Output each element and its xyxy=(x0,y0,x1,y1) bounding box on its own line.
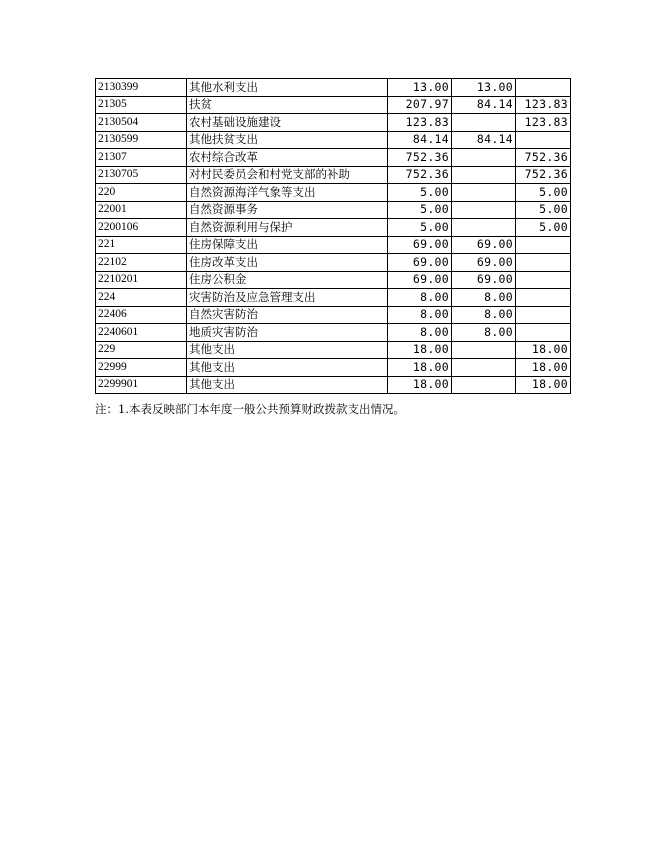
table-row xyxy=(96,271,571,289)
row-basic: 84.14 xyxy=(452,131,516,149)
row-name: 其他水利支出 xyxy=(187,79,388,97)
row-total: 69.00 xyxy=(388,236,452,254)
row-basic: 8.00 xyxy=(452,306,516,324)
row-basic xyxy=(452,359,516,377)
row-code: 2130599 xyxy=(96,131,187,149)
row-code: 22406 xyxy=(96,306,187,324)
row-project: 5.00 xyxy=(516,201,571,219)
row-basic: 13.00 xyxy=(452,79,516,97)
row-code: 224 xyxy=(96,289,187,307)
table-row xyxy=(96,254,571,272)
row-name: 自然资源利用与保护 xyxy=(187,219,388,237)
table-row xyxy=(96,149,571,167)
row-basic: 69.00 xyxy=(452,236,516,254)
row-total: 8.00 xyxy=(388,324,452,342)
row-project: 18.00 xyxy=(516,341,571,359)
row-basic xyxy=(452,376,516,394)
row-total: 8.00 xyxy=(388,306,452,324)
expenditure-table xyxy=(95,78,571,394)
row-project: 5.00 xyxy=(516,219,571,237)
row-project: 752.36 xyxy=(516,149,571,167)
row-code: 2299901 xyxy=(96,376,187,394)
row-code: 22001 xyxy=(96,201,187,219)
row-total: 18.00 xyxy=(388,376,452,394)
row-project: 123.83 xyxy=(516,96,571,114)
row-code: 221 xyxy=(96,236,187,254)
table-footnote: 注：1.本表反映部门本年度一般公共预算财政拨款支出情况。 xyxy=(95,402,405,416)
table-row xyxy=(96,79,571,97)
row-project xyxy=(516,131,571,149)
row-name: 自然灾害防治 xyxy=(187,306,388,324)
row-project: 123.83 xyxy=(516,114,571,132)
row-basic xyxy=(452,149,516,167)
row-name: 其他支出 xyxy=(187,359,388,377)
row-total: 752.36 xyxy=(388,166,452,184)
row-name: 其他扶贫支出 xyxy=(187,131,388,149)
row-total: 752.36 xyxy=(388,149,452,167)
row-name: 其他支出 xyxy=(187,341,388,359)
row-basic: 84.14 xyxy=(452,96,516,114)
table-row xyxy=(96,166,571,184)
row-code: 2130399 xyxy=(96,79,187,97)
row-total: 5.00 xyxy=(388,219,452,237)
row-name: 对村民委员会和村党支部的补助 xyxy=(187,166,388,184)
table-body xyxy=(96,79,571,394)
row-name: 住房改革支出 xyxy=(187,254,388,272)
row-name: 农村综合改革 xyxy=(187,149,388,167)
row-total: 69.00 xyxy=(388,271,452,289)
row-code: 21305 xyxy=(96,96,187,114)
table-row xyxy=(96,376,571,394)
row-total: 18.00 xyxy=(388,359,452,377)
row-code: 229 xyxy=(96,341,187,359)
row-project: 18.00 xyxy=(516,376,571,394)
row-basic xyxy=(452,201,516,219)
row-name: 地质灾害防治 xyxy=(187,324,388,342)
row-basic: 69.00 xyxy=(452,254,516,272)
row-basic: 8.00 xyxy=(452,324,516,342)
row-project xyxy=(516,324,571,342)
row-name: 农村基础设施建设 xyxy=(187,114,388,132)
row-project xyxy=(516,254,571,272)
row-code: 2130504 xyxy=(96,114,187,132)
row-project xyxy=(516,289,571,307)
row-total: 18.00 xyxy=(388,341,452,359)
row-code: 21307 xyxy=(96,149,187,167)
row-basic xyxy=(452,184,516,202)
row-name: 住房保障支出 xyxy=(187,236,388,254)
row-basic: 69.00 xyxy=(452,271,516,289)
row-project: 752.36 xyxy=(516,166,571,184)
row-total: 5.00 xyxy=(388,184,452,202)
row-total: 123.83 xyxy=(388,114,452,132)
table-row xyxy=(96,96,571,114)
row-name: 住房公积金 xyxy=(187,271,388,289)
table-row xyxy=(96,359,571,377)
table-row xyxy=(96,131,571,149)
row-code: 22999 xyxy=(96,359,187,377)
row-code: 22102 xyxy=(96,254,187,272)
row-project xyxy=(516,271,571,289)
table-row xyxy=(96,184,571,202)
row-basic xyxy=(452,341,516,359)
row-project xyxy=(516,236,571,254)
row-project: 18.00 xyxy=(516,359,571,377)
table-row xyxy=(96,341,571,359)
row-code: 2210201 xyxy=(96,271,187,289)
row-project: 5.00 xyxy=(516,184,571,202)
row-code: 2200106 xyxy=(96,219,187,237)
row-basic xyxy=(452,219,516,237)
row-project xyxy=(516,79,571,97)
row-total: 13.00 xyxy=(388,79,452,97)
row-total: 69.00 xyxy=(388,254,452,272)
row-basic xyxy=(452,166,516,184)
table-row xyxy=(96,201,571,219)
row-total: 207.97 xyxy=(388,96,452,114)
row-name: 扶贫 xyxy=(187,96,388,114)
row-basic: 8.00 xyxy=(452,289,516,307)
row-basic xyxy=(452,114,516,132)
row-code: 220 xyxy=(96,184,187,202)
table-row xyxy=(96,114,571,132)
row-name: 其他支出 xyxy=(187,376,388,394)
row-name: 自然资源海洋气象等支出 xyxy=(187,184,388,202)
table-row xyxy=(96,306,571,324)
row-code: 2130705 xyxy=(96,166,187,184)
row-total: 5.00 xyxy=(388,201,452,219)
row-project xyxy=(516,306,571,324)
table-row xyxy=(96,289,571,307)
table-row xyxy=(96,324,571,342)
row-total: 8.00 xyxy=(388,289,452,307)
row-total: 84.14 xyxy=(388,131,452,149)
table-row xyxy=(96,219,571,237)
row-code: 2240601 xyxy=(96,324,187,342)
table-row xyxy=(96,236,571,254)
row-name: 灾害防治及应急管理支出 xyxy=(187,289,388,307)
row-name: 自然资源事务 xyxy=(187,201,388,219)
